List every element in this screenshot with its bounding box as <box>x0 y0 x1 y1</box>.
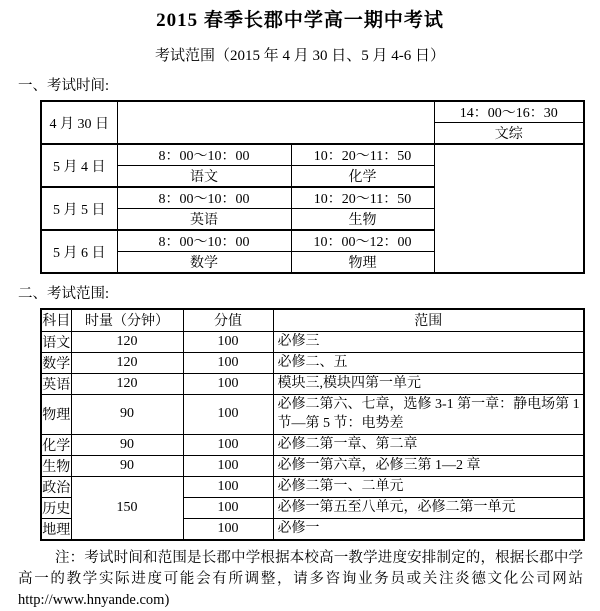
subject-cell: 物理 <box>41 394 71 434</box>
column-header-duration: 时量（分钟） <box>71 309 183 331</box>
scope-row <box>41 373 584 394</box>
empty-cell <box>117 101 434 144</box>
duration-cell: 120 <box>71 331 183 352</box>
footnote-line: 注：考试时间和范围是长郡中学根据本校高一教学进度安排制定的，根据长郡中学 <box>55 549 583 566</box>
footnote <box>18 548 583 611</box>
range-cell: 必修二第六、七章，选修 3-1 第一章：静电场第 1 节—第 5 节：电势差 <box>273 394 584 434</box>
date-cell: 5 月 4 日 <box>41 144 117 187</box>
score-cell: 100 <box>183 394 273 434</box>
scope-row <box>41 352 584 373</box>
subject-cell: 历史 <box>41 497 71 518</box>
scope-row <box>41 434 584 455</box>
score-cell: 100 <box>183 352 273 373</box>
time-cell: 14：00～16：30 <box>434 101 584 123</box>
scope-row <box>41 331 584 352</box>
scope-row <box>41 476 584 497</box>
column-header-score: 分值 <box>183 309 273 331</box>
subject-cell: 数学 <box>117 252 291 274</box>
range-cell: 必修一第六章，必修三第 1—2 章 <box>273 455 584 476</box>
score-cell: 100 <box>183 476 273 497</box>
range-cell: 必修一 <box>273 518 584 540</box>
duration-cell: 90 <box>71 394 183 434</box>
empty-cell <box>434 144 584 273</box>
date-cell: 5 月 6 日 <box>41 230 117 273</box>
subject-cell: 生物 <box>291 209 434 231</box>
scope-section-heading: 二、考试范围: <box>18 286 110 302</box>
subject-cell: 文综 <box>434 123 584 145</box>
score-cell: 100 <box>183 518 273 540</box>
range-cell: 必修一第五至八单元，必修二第一单元 <box>273 497 584 518</box>
subject-cell: 语文 <box>117 166 291 188</box>
scope-row <box>41 394 584 434</box>
scope-row <box>41 455 584 476</box>
time-cell: 8：00～10：00 <box>117 230 291 252</box>
schedule-section-heading: 一、考试时间: <box>18 78 110 94</box>
footnote-line: 高一的教学实际进度可能会有所调整，请多咨询业务员或关注炎德文化公司网站 <box>18 570 583 587</box>
range-cell: 模块三,模块四第一单元 <box>273 373 584 394</box>
time-cell: 8：00～10：00 <box>117 187 291 209</box>
range-cell: 必修三 <box>273 331 584 352</box>
exam-title: 2015 春季长郡中学高一期中考试 <box>156 10 444 31</box>
score-cell: 100 <box>183 434 273 455</box>
scope-table <box>40 308 585 541</box>
range-cell: 必修二第一、二单元 <box>273 476 584 497</box>
subject-cell: 英语 <box>117 209 291 231</box>
subject-cell: 数学 <box>41 352 71 373</box>
duration-cell-merged: 150 <box>71 476 183 540</box>
duration-cell: 90 <box>71 455 183 476</box>
schedule-table <box>40 100 585 274</box>
subject-cell: 语文 <box>41 331 71 352</box>
time-cell: 8：00～10：00 <box>117 144 291 166</box>
column-header-range: 范围 <box>273 309 584 331</box>
subject-cell: 化学 <box>291 166 434 188</box>
subject-cell: 地理 <box>41 518 71 540</box>
time-cell: 10：20～11：50 <box>291 144 434 166</box>
score-cell: 100 <box>183 373 273 394</box>
exam-subtitle: 考试范围（2015 年 4 月 30 日、5 月 4-6 日） <box>155 48 445 64</box>
subject-cell: 生物 <box>41 455 71 476</box>
column-header-subject: 科目 <box>41 309 71 331</box>
schedule-row <box>41 101 584 123</box>
duration-cell: 90 <box>71 434 183 455</box>
date-cell: 4 月 30 日 <box>41 101 117 144</box>
scope-header-row <box>41 309 584 331</box>
subject-cell: 化学 <box>41 434 71 455</box>
schedule-row <box>41 144 584 166</box>
time-cell: 10：20～11：50 <box>291 187 434 209</box>
score-cell: 100 <box>183 497 273 518</box>
footnote-url: http://www.hnyande.com) <box>18 591 170 608</box>
time-cell: 10：00～12：00 <box>291 230 434 252</box>
duration-cell: 120 <box>71 352 183 373</box>
subject-cell: 英语 <box>41 373 71 394</box>
duration-cell: 120 <box>71 373 183 394</box>
range-cell: 必修二第一章、第二章 <box>273 434 584 455</box>
score-cell: 100 <box>183 455 273 476</box>
subject-cell: 物理 <box>291 252 434 274</box>
date-cell: 5 月 5 日 <box>41 187 117 230</box>
range-cell: 必修二、五 <box>273 352 584 373</box>
subject-cell: 政治 <box>41 476 71 497</box>
score-cell: 100 <box>183 331 273 352</box>
